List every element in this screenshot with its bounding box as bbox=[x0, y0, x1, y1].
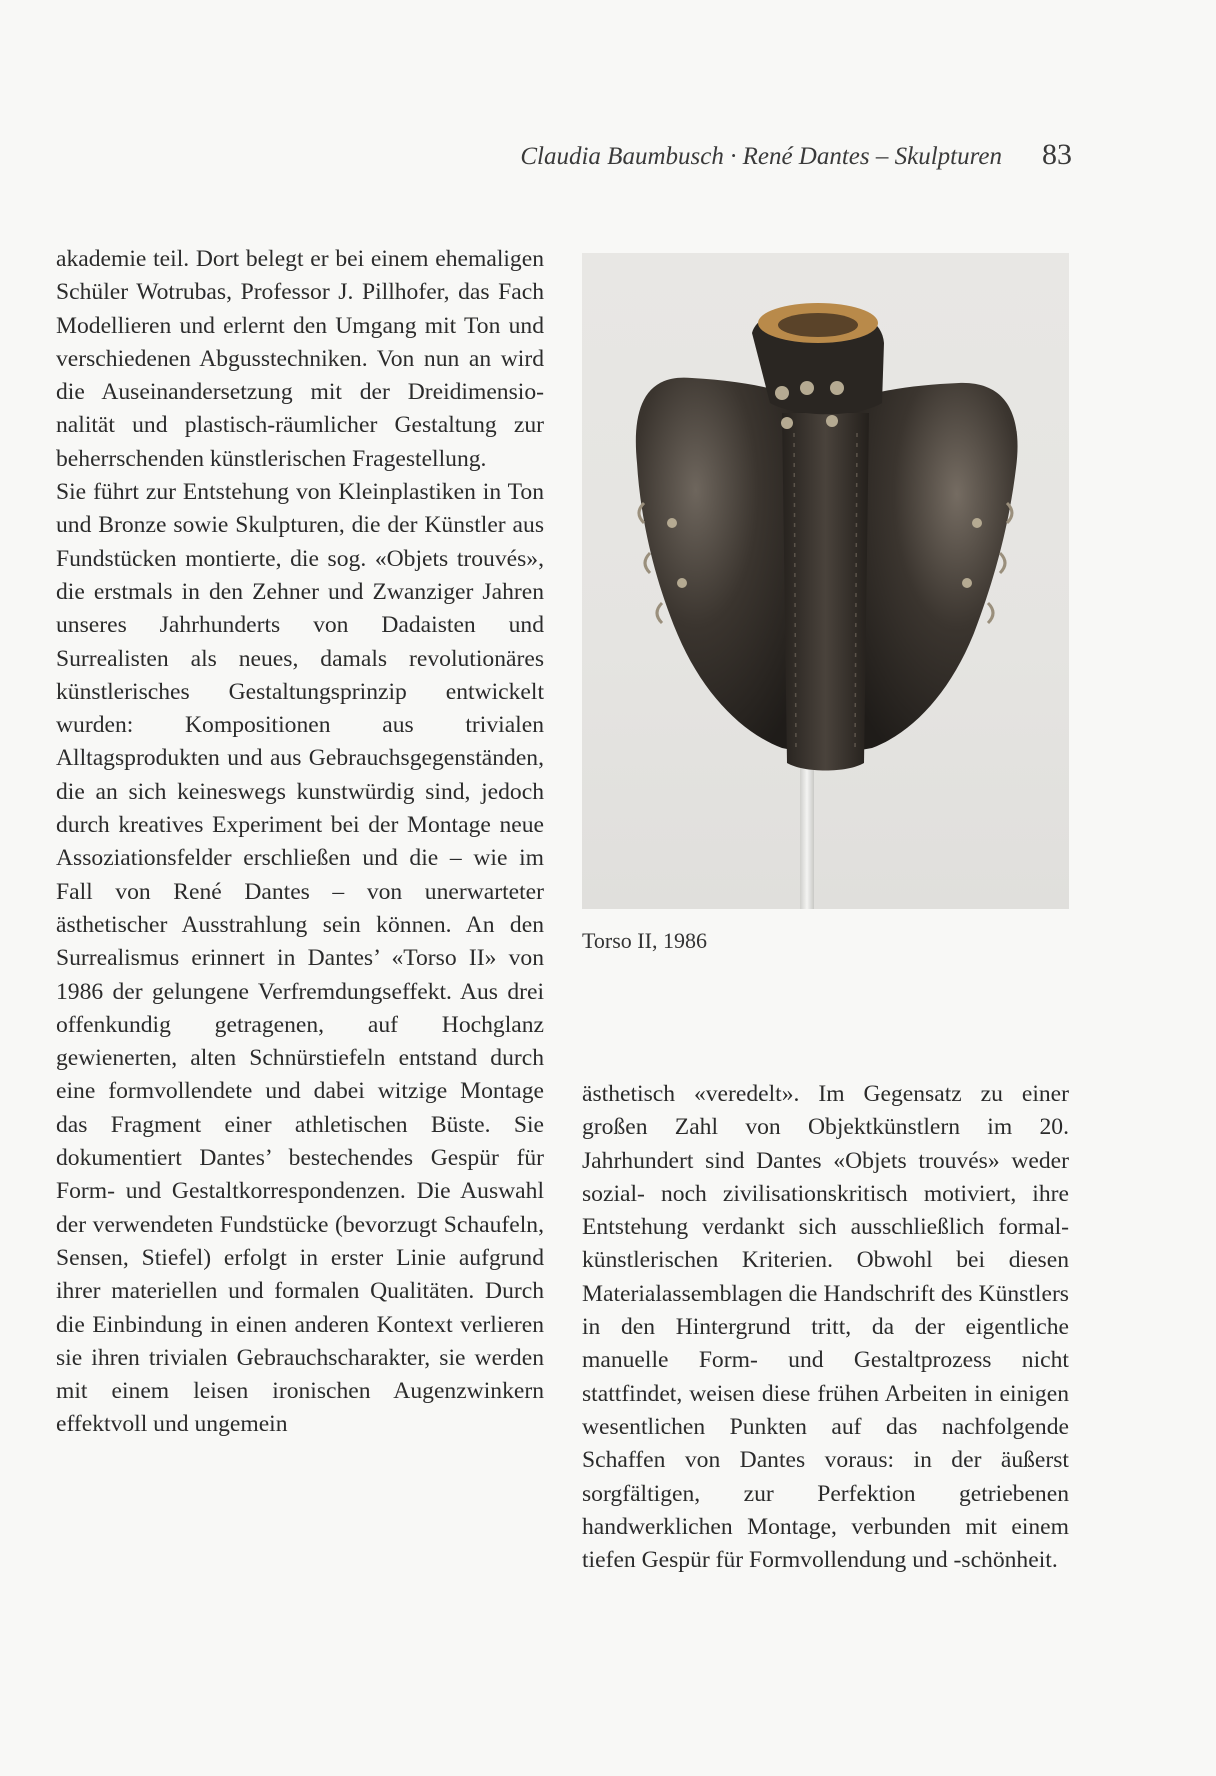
right-boot-shape bbox=[844, 383, 1018, 753]
right-column bbox=[582, 1078, 1069, 1577]
left-paragraph-2: Sie führt zur Entstehung von Kleinplastiken in Ton und Bronze sowie Skulpturen, die der Künstler aus Fundstücken montierte, die sog. «Objets trouvés», die erstmals in den Zehner und Zwanziger Jahren unseres Jahrhunderts von Dadaisten und Surrealisten als neues, damals revolutionäres künstlerisches Gestaltungsprinzip entwickelt wurden: Kompositionen aus trivialen Alltagsprodukten und aus Gebrauchsgegenständen, die an sich keineswegs kunstwürdig sind, jedoch durch kreatives Experiment bei der Montage neue Assoziationsfelder erschließen und die – wie im Fall von René Dantes – von unerwarteter ästhetischer Ausstrahlung sein können. An den Surrealismus erinnert in Dantes’ «Torso II» von 1986 der gelungene Verfremdungseffekt. Aus drei offenkundig getragenen, auf Hochglanz gewienerten, alten Schnürstiefeln entstand durch eine formvollendete und dabei witzige Montage das Fragment einer athletischen Büste. Sie dokumentiert Dantes’ bestechendes Gespür für Form- und Gestaltkorrespondenzen. Die Auswahl der verwendeten Fundstücke (bevorzugt Schaufeln, Sensen, Stiefel) erfolgt in erster Linie aufgrund ihrer materiellen und formalen Qualitäten. Durch die Einbindung in einen anderen Kontext verlieren sie ihren trivialen Gebrauchscharakter, sie werden mit einem leisen ironischen Augenzwinkern effektvoll und ungemein bbox=[56, 479, 544, 1438]
page-number: 83 bbox=[1042, 138, 1072, 171]
support-pole bbox=[800, 753, 814, 909]
running-title: Claudia Baumbusch · René Dantes – Skulpturen bbox=[520, 143, 1002, 170]
torso-sculpture-illustration bbox=[582, 253, 1069, 909]
right-paragraph-1: ästhetisch «veredelt». Im Gegensatz zu einer großen Zahl von Objektkünstlern im 20. Jahrhundert sind Dantes «Objets trouvés» weder sozial- noch zivilisationskritisch motiviert, ihre Entstehung verdankt sich ausschließlich formal-künstlerischen Kriterien. Obwohl bei diesen Materialassemblagen die Handschrift des Künstlers in den Hintergrund tritt, da der eigentliche manuelle Form- und Gestaltprozess nicht stattfindet, weisen diese frühen Arbeiten in einigen wesentlichen Punkten auf das nachfolgende Schaffen von Dantes voraus: in der äußerst sorgfältigen, zur Perfektion getriebenen handwerklichen Montage, verbunden mit einem tiefen Gespür für Formvollendung und -schönheit. bbox=[582, 1081, 1069, 1574]
left-column bbox=[56, 243, 544, 1442]
torso-photo bbox=[582, 253, 1069, 909]
left-paragraph-1: akademie teil. Dort belegt er bei einem ehemaligen Schüler Wotrubas, Professor J. Pillhofer, das Fach Modellieren und erlernt den Umgang mit Ton und verschiedenen Abgusstechniken. Von nun an wird die Auseinandersetzung mit der Dreidimensionalität und plastisch-räumlicher Gestaltung zur beherrschenden künstlerischen Fragestellung. bbox=[56, 246, 544, 472]
left-boot-shape bbox=[636, 378, 807, 753]
figure-caption: Torso II, 1986 bbox=[582, 928, 707, 953]
running-head bbox=[400, 138, 1072, 172]
